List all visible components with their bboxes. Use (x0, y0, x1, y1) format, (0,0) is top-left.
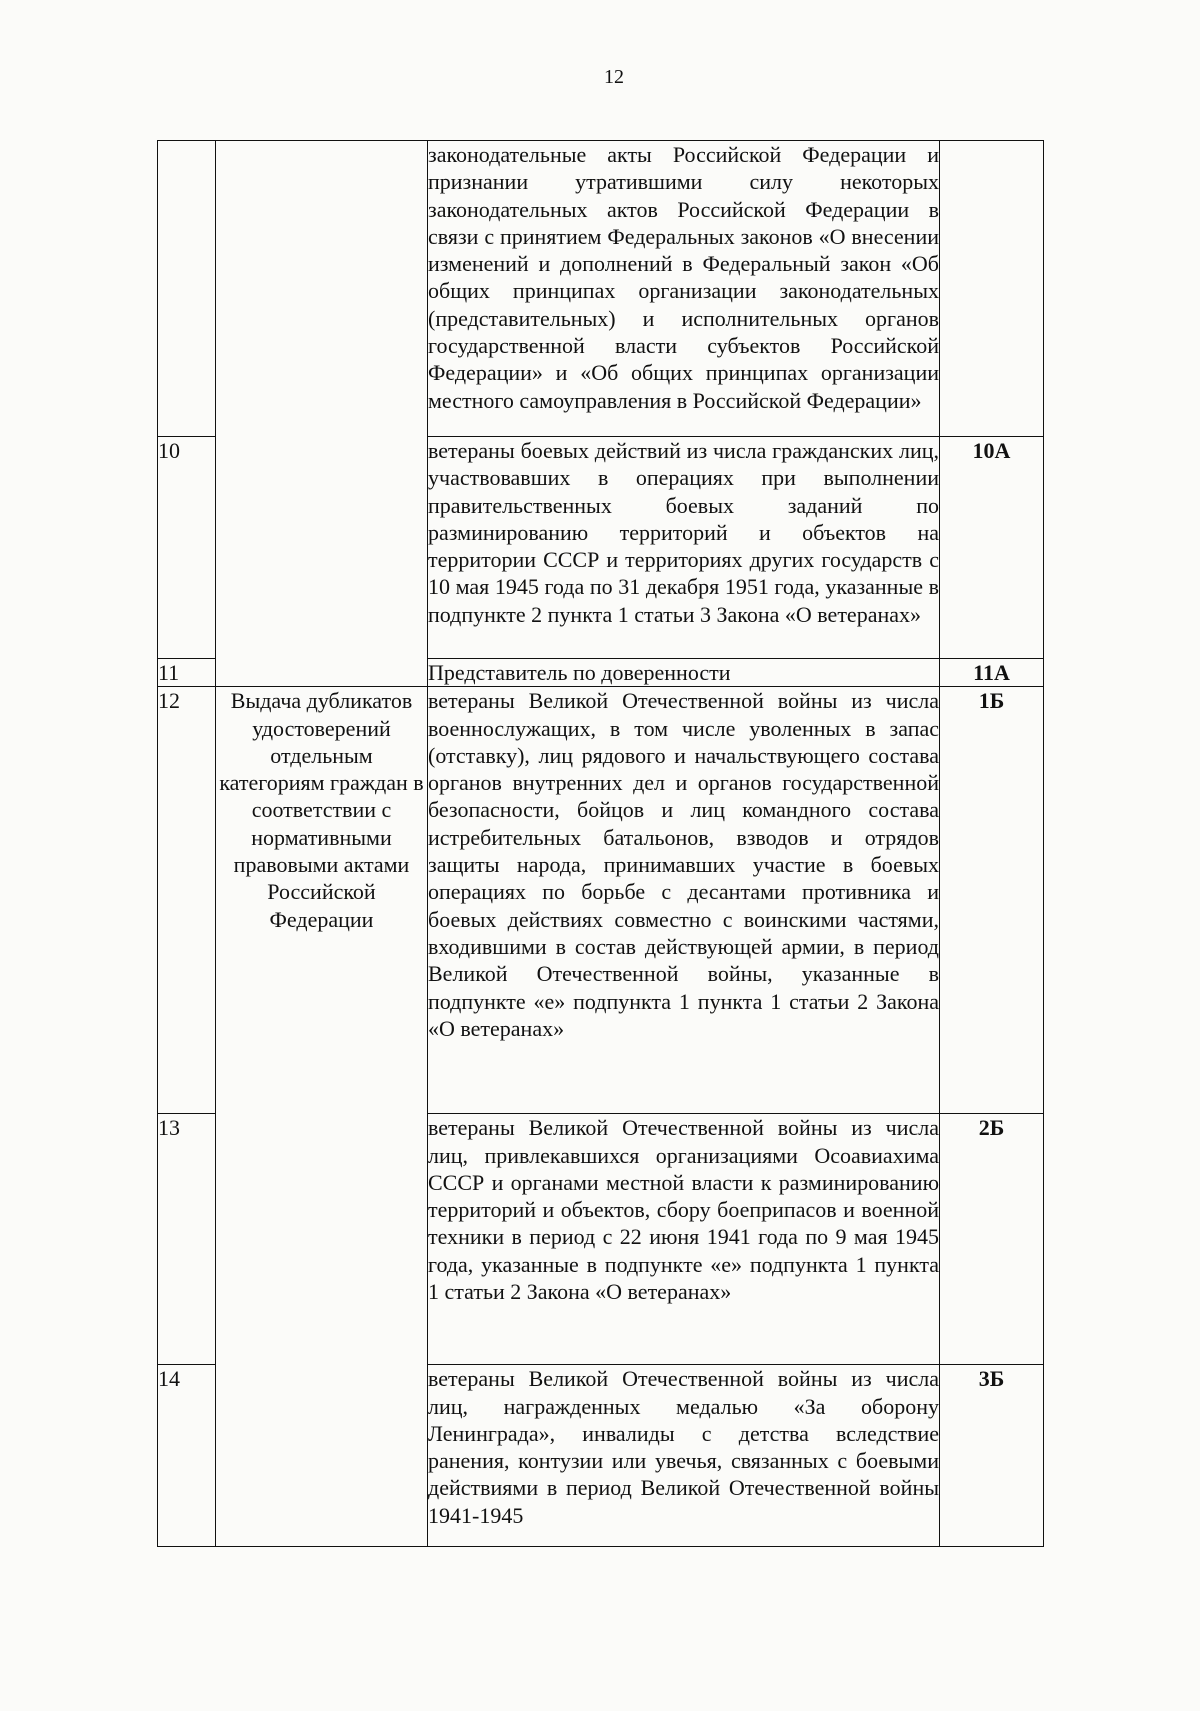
code-cell: 11А (940, 659, 1044, 687)
code-cell: 1Б (940, 687, 1044, 1114)
row-number: 13 (158, 1114, 216, 1365)
service-cell-b: Выдача дубликатов удостоверений отдельным категориям граждан в соответствии с нормативными правовыми актами Российской Федерации (216, 687, 428, 1547)
row-number (158, 141, 216, 437)
row-number: 10 (158, 437, 216, 659)
code-cell (940, 141, 1044, 437)
code-cell: 10А (940, 437, 1044, 659)
category-cell: ветераны боевых действий из числа гражданских лиц, участвовавших в операциях при выполнении правительственных боевых заданий по разминированию территорий и объектов на территории СССР и территориях других государств с 10 мая 1945 года по 31 декабря 1951 года, указанные в подпункте 2 пункта 1 статьи 3 Закона «О ветеранах» (428, 437, 940, 659)
code-cell: 3Б (940, 1365, 1044, 1547)
table-row (158, 687, 1044, 1114)
page-number: 12 (604, 66, 624, 88)
service-cell-a (216, 141, 428, 687)
category-cell: законодательные акты Российской Федерации и признании утратившими силу некоторых законодательных актов Российской Федерации в связи с принятием Федеральных законов «О внесении изменений и дополнений в Федеральный закон «Об общих принципах организации законодательных (представительных) и исполнительных органов государственной власти субъектов Российской Федерации» и «Об общих принципах организации местного самоуправления в Российской Федерации» (428, 141, 940, 437)
category-cell: ветераны Великой Отечественной войны из числа лиц, награжденных медалью «За оборону Ленинграда», инвалиды с детства вследствие ранения, контузии или увечья, связанных с боевыми действиями в период Великой Отечественной войны 1941-1945 (428, 1365, 940, 1547)
row-number: 14 (158, 1365, 216, 1547)
code-cell: 2Б (940, 1114, 1044, 1365)
services-table (157, 140, 1044, 1547)
table-row (158, 141, 1044, 437)
category-cell: ветераны Великой Отечественной войны из числа лиц, привлекавшихся организациями Осоавиахима СССР и органами местной власти к разминированию территорий и объектов, сбору боеприпасов и военной техники в период с 22 июня 1941 года по 9 мая 1945 года, указанные в подпункте «е» подпункта 1 пункта 1 статьи 2 Закона «О ветеранах» (428, 1114, 940, 1365)
row-number: 11 (158, 659, 216, 687)
category-cell: ветераны Великой Отечественной войны из числа военнослужащих, в том числе уволенных в запас (отставку), лиц рядового и начальствующего состава органов внутренних дел и органов государственной безопасности, бойцов и лиц командного состава истребительных батальонов, взводов и отрядов защиты народа, принимавших участие в боевых операциях по борьбе с десантами противника и боевых действиях совместно с воинскими частями, входившими в состав действующей армии, в период Великой Отечественной войны, указанные в подпункте «е» подпункта 1 пункта 1 статьи 2 Закона «О ветеранах» (428, 687, 940, 1114)
category-cell: Представитель по доверенности (428, 659, 940, 687)
row-number: 12 (158, 687, 216, 1114)
